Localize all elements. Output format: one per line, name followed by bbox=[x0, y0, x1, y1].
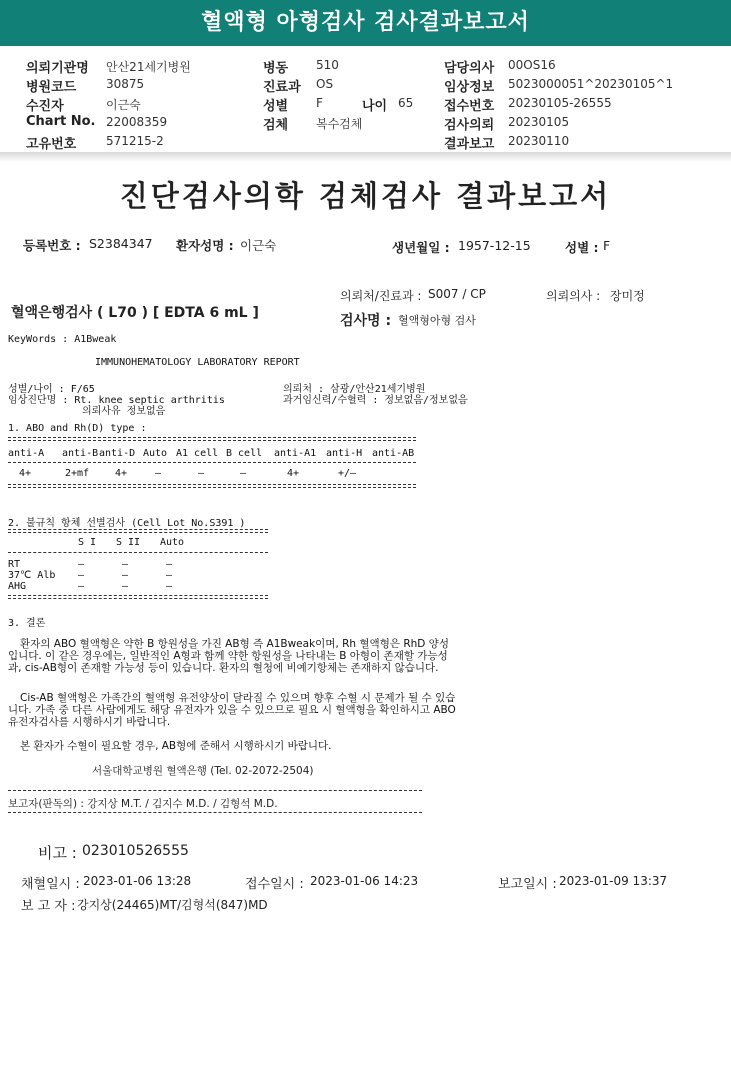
header-label: 고유번호 bbox=[26, 137, 77, 152]
header-value: 510 bbox=[316, 58, 339, 72]
reporter-label: 보 고 자 : bbox=[21, 899, 76, 914]
table-cell: – bbox=[166, 570, 173, 581]
conclusion-paragraph: 환자의 ABO 혈액형은 약한 B 항원성을 가진 AB형 즉 A1Bweak이며, Rh 혈액형은 RhD 양성입니다. 이 같은 경우에는, 일반적인 A형과 함께 약한 항원성을 나타내는 B 아형이 존재할 가능성과, cis-AB형이 존재할 가능성 등이 있습니다. 환자의 혈청에 비예기항체는 존재하지 않습니다. bbox=[8, 638, 449, 674]
row-label: RT bbox=[8, 559, 21, 570]
table-cell: 2+mf bbox=[65, 468, 90, 479]
header-label: 병원코드 bbox=[26, 80, 77, 95]
table-header: S I bbox=[78, 537, 97, 548]
table-header: Auto bbox=[160, 537, 185, 548]
header-label: 의뢰기관명 bbox=[26, 61, 89, 76]
row-label: 37℃ Alb bbox=[8, 570, 56, 581]
registration-value: S2384347 bbox=[89, 236, 153, 251]
section-2-title: 2. 불규칙 항체 선별검사 (Cell Lot No.S391 ) bbox=[8, 518, 246, 529]
hospital-contact: 서울대학교병원 혈액은행 (Tel. 02-2072-2504) bbox=[92, 765, 314, 777]
received-label: 접수일시 : bbox=[245, 877, 304, 892]
table-header: anti-B bbox=[62, 448, 99, 459]
sex-label: 성별 : bbox=[565, 240, 599, 255]
table-cell: – bbox=[122, 581, 129, 592]
table-cell: – bbox=[78, 559, 85, 570]
header-value: 복수검체 bbox=[316, 117, 363, 131]
note-label: 비고 : bbox=[38, 844, 77, 862]
header-label: 나이 bbox=[362, 99, 388, 114]
header-value: 65 bbox=[398, 96, 414, 110]
table-cell: 4+ bbox=[115, 468, 128, 479]
double-divider bbox=[8, 595, 268, 599]
header-value: 20230110 bbox=[508, 134, 570, 148]
dob-label: 생년월일 : bbox=[392, 240, 450, 255]
table-header: anti-A1 bbox=[274, 448, 317, 459]
received-value: 2023-01-06 14:23 bbox=[310, 874, 419, 888]
header-value: 571215-2 bbox=[106, 134, 164, 148]
header-label: 접수번호 bbox=[444, 99, 495, 114]
department-value: S007 / CP bbox=[428, 287, 486, 301]
table-cell: – bbox=[122, 559, 129, 570]
collected-label: 채혈일시 : bbox=[21, 877, 80, 892]
divider bbox=[8, 790, 422, 791]
header-value: 5023000051^20230105^1 bbox=[508, 77, 674, 91]
patient-name-label: 환자성명 : bbox=[176, 238, 234, 253]
referring-doctor-value: 장미정 bbox=[610, 289, 645, 303]
header-label: Chart No. bbox=[26, 114, 96, 129]
test-name-label: 검사명 : bbox=[340, 313, 392, 329]
sex-value: F bbox=[603, 238, 611, 253]
history-line: 과거임신력/수혈력 : 정보없음/정보없음 bbox=[283, 395, 468, 406]
header-value: OS bbox=[316, 77, 334, 91]
registration-label: 등록번호 : bbox=[23, 238, 81, 253]
table-cell: 4+ bbox=[19, 468, 32, 479]
header-divider bbox=[0, 152, 731, 162]
reporters-line: 보고자(판독의) : 강지상 M.T. / 김지수 M.D. / 김형석 M.D. bbox=[8, 798, 278, 810]
header-label: 성별 bbox=[263, 99, 289, 114]
header-value: F bbox=[316, 96, 323, 110]
header-label: 검사의뢰 bbox=[444, 118, 495, 133]
table-cell: – bbox=[78, 581, 85, 592]
table-cell: 4+ bbox=[287, 468, 300, 479]
table-cell: +/– bbox=[338, 468, 357, 479]
header-value: 30875 bbox=[106, 77, 145, 91]
reported-value: 2023-01-09 13:37 bbox=[559, 874, 668, 888]
table-header: anti-D bbox=[99, 448, 136, 459]
table-cell: – bbox=[240, 468, 247, 479]
header-value: 안산21세기병원 bbox=[106, 60, 191, 74]
row-label: AHG bbox=[8, 581, 27, 592]
dob-value: 1957-12-15 bbox=[458, 238, 531, 253]
table-cell: – bbox=[166, 581, 173, 592]
header-label: 결과보고 bbox=[444, 137, 495, 152]
header-label: 담당의사 bbox=[444, 61, 495, 76]
header-value: 20230105 bbox=[508, 115, 570, 129]
referring-doctor-label: 의뢰의사 : bbox=[546, 289, 601, 303]
table-header: A1 cell bbox=[176, 448, 219, 459]
table-header: B cell bbox=[226, 448, 263, 459]
header-value: 20230105-26555 bbox=[508, 96, 612, 110]
report-heading: 진단검사의학 검체검사 결과보고서 bbox=[119, 179, 612, 213]
table-cell: – bbox=[122, 570, 129, 581]
header-value: 22008359 bbox=[106, 115, 168, 129]
section-3-title: 3. 결론 bbox=[8, 618, 46, 629]
cis-ab-paragraph: Cis-AB 혈액형은 가족간의 혈액형 유전양상이 달라질 수 있으며 향후 수혈 시 문제가 될 수 있습니다. 가족 중 다른 사람에게도 해당 유전자가 있을 수 있으므로 필요 시 혈액형을 확인하시고 ABO 유전자검사를 시행하시기 바랍니다. bbox=[8, 692, 456, 728]
reported-label: 보고일시 : bbox=[498, 877, 557, 892]
patient-name-value: 이근숙 bbox=[240, 238, 277, 253]
double-divider bbox=[8, 437, 416, 441]
divider bbox=[8, 812, 422, 813]
table-cell: – bbox=[198, 468, 205, 479]
double-divider bbox=[8, 484, 416, 488]
table-header: anti-H bbox=[326, 448, 363, 459]
reporter-value: 강지상(24465)MT/김형석(847)MD bbox=[77, 898, 268, 912]
table-cell: – bbox=[78, 570, 85, 581]
referral-reason: 의뢰사유 정보없음 bbox=[82, 406, 166, 417]
table-header: S II bbox=[116, 537, 141, 548]
table-cell: – bbox=[155, 468, 162, 479]
test-title: 혈액은행검사 ( L70 ) [ EDTA 6 mL ] bbox=[11, 305, 259, 321]
table-header: anti-AB bbox=[372, 448, 415, 459]
table-header: Auto bbox=[143, 448, 168, 459]
header-value: 00OS16 bbox=[508, 58, 556, 72]
table-header: anti-A bbox=[8, 448, 45, 459]
double-divider bbox=[8, 529, 268, 533]
test-name-value: 혈액형아형 검사 bbox=[398, 314, 476, 327]
referrer-line: 의뢰처 : 삼광/안산21세기병원 bbox=[283, 384, 426, 395]
department-label: 의뢰처/진료과 : bbox=[340, 289, 422, 303]
header-label: 병동 bbox=[263, 61, 289, 76]
table-cell: – bbox=[166, 559, 173, 570]
header-label: 검체 bbox=[263, 118, 289, 133]
section-1-title: 1. ABO and Rh(D) type : bbox=[8, 423, 147, 434]
transfusion-paragraph: 본 환자가 수혈이 필요할 경우, AB형에 준해서 시행하시기 바랍니다. bbox=[20, 740, 332, 752]
keywords: KeyWords : A1Bweak bbox=[8, 334, 117, 345]
header-value: 이근숙 bbox=[106, 98, 141, 112]
sex-age-line: 성별/나이 : F/65 bbox=[8, 384, 95, 395]
divider bbox=[8, 462, 416, 463]
header-label: 임상정보 bbox=[444, 80, 495, 95]
collected-value: 2023-01-06 13:28 bbox=[83, 874, 192, 888]
note-value: 023010526555 bbox=[82, 843, 189, 859]
header-label: 수진자 bbox=[26, 99, 64, 114]
report-title-bar bbox=[0, 0, 731, 46]
report-title: 혈액형 아형검사 검사결과보고서 bbox=[201, 10, 530, 35]
header-label: 진료과 bbox=[263, 80, 301, 95]
diagnosis-line: 임상진단명 : Rt. knee septic arthritis bbox=[8, 395, 225, 406]
lab-report-title: IMMUNOHEMATOLOGY LABORATORY REPORT bbox=[95, 357, 300, 368]
divider bbox=[8, 552, 268, 553]
